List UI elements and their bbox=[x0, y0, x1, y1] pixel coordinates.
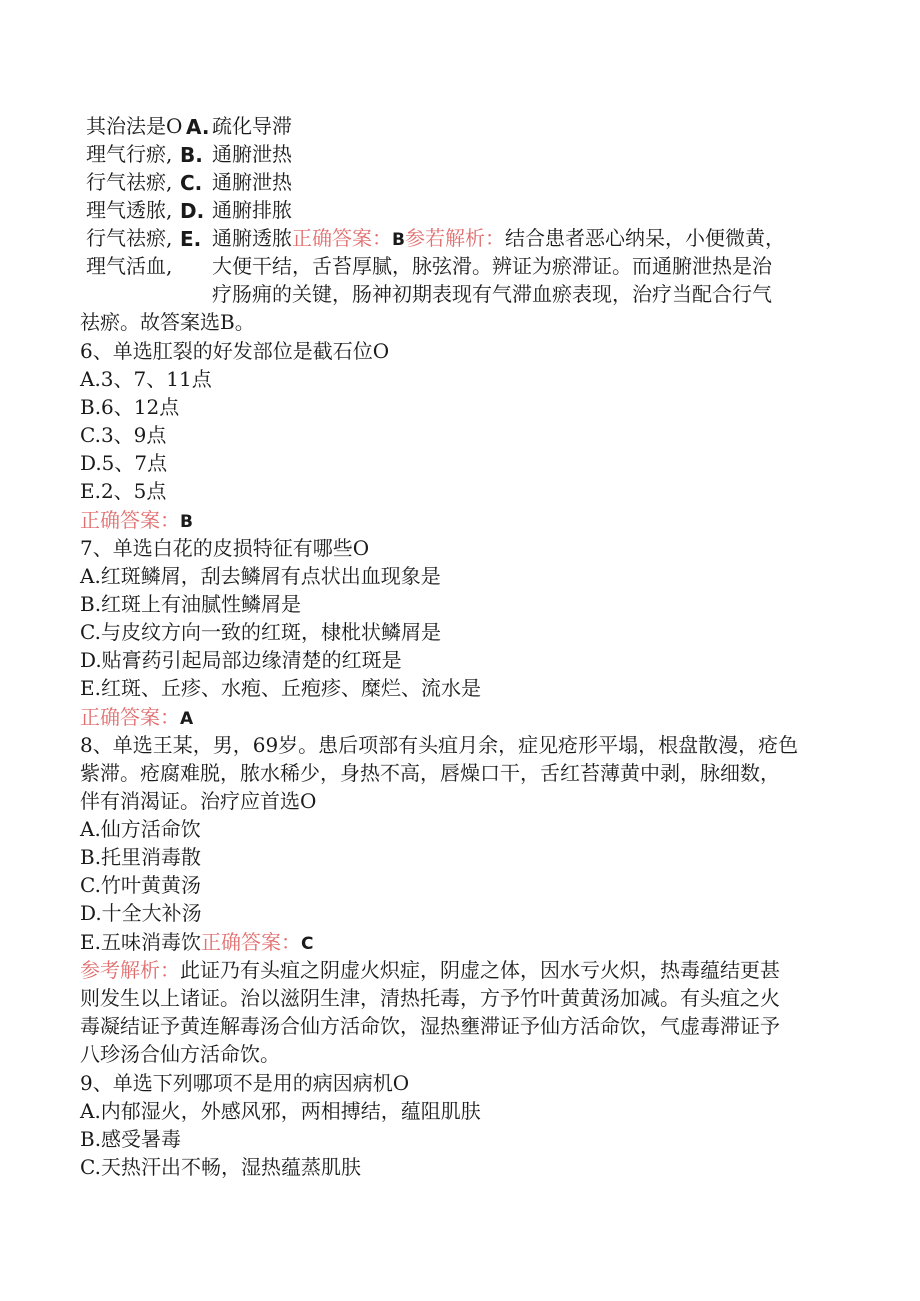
question-stem: 7、单选白花的皮损特征有哪些O bbox=[80, 536, 370, 560]
q5-option-text: 通腑排脓 bbox=[212, 198, 292, 222]
option: E.五味消毒饮 bbox=[80, 930, 201, 954]
analysis-text: 结合患者恶心纳呆，小便微黄， bbox=[504, 226, 785, 250]
question-stem: 8、单选王某，男，69岁。患后项部有头疽月余，症见疮形平塌，根盘散漫，疮色 bbox=[80, 733, 799, 757]
option-letter: E. bbox=[180, 227, 202, 251]
option-letter: B. bbox=[180, 143, 203, 167]
option: E.红斑、丘疹、水疱、丘疱疹、糜烂、流水是 bbox=[80, 676, 481, 700]
question-stem: 伴有消渴证。治疗应首选O bbox=[80, 789, 317, 813]
answer-value: C bbox=[300, 934, 314, 954]
option: A.3、7、11点 bbox=[80, 367, 212, 391]
option: D.十全大补汤 bbox=[80, 901, 202, 925]
option: C.竹叶黄黄汤 bbox=[80, 873, 201, 897]
answer-label: 正确答案： bbox=[80, 508, 180, 532]
analysis-text: 则发生以上诸证。治以滋阴生津，清热托毒，方予竹叶黄黄汤加减。有头疽之火 bbox=[80, 986, 780, 1010]
answer-value: A bbox=[180, 709, 194, 729]
analysis-text: 八珍汤合仙方活命饮。 bbox=[80, 1042, 280, 1066]
option-letter: A. bbox=[186, 115, 210, 139]
option: B.托里消毒散 bbox=[80, 845, 202, 869]
answer-label: 正确答案： bbox=[80, 705, 180, 729]
analysis-text: 大便干结，舌苔厚腻，脉弦滑。辨证为瘀滞证。而通腑泄热是治 bbox=[212, 254, 772, 278]
option: C.3、9点 bbox=[80, 423, 167, 447]
option: A.红斑鳞屑，刮去鳞屑有点状出血现象是 bbox=[80, 564, 441, 588]
q5-left-line: 理气透脓, bbox=[86, 198, 173, 222]
answer-label: 正确答案： bbox=[200, 930, 301, 954]
analysis-text: 此证乃有头疽之阴虚火炽症，阴虚之体，因水亏火炽，热毒蕴结更甚 bbox=[180, 958, 780, 982]
answer-line bbox=[80, 928, 313, 958]
answer-value: B bbox=[392, 230, 405, 250]
analysis-label: 参若解析： bbox=[404, 226, 505, 250]
answer-line bbox=[80, 506, 193, 536]
option: E.2、5点 bbox=[80, 479, 167, 503]
q5-option-text: 疏化导滞 bbox=[212, 114, 292, 138]
option: A.仙方活命饮 bbox=[80, 817, 201, 841]
q5-left-line: 行气祛瘀, bbox=[86, 170, 173, 194]
q5-option-text: 通腑泄热 bbox=[212, 170, 292, 194]
question-stem: 9、单选下列哪项不是用的病因病机O bbox=[80, 1071, 410, 1095]
option-letter: C. bbox=[180, 171, 203, 195]
q5-left-line: 行气祛瘀, bbox=[86, 226, 173, 250]
option: B.6、12点 bbox=[80, 395, 180, 419]
option-letter: D. bbox=[180, 199, 205, 223]
option: D.5、7点 bbox=[80, 451, 168, 475]
q5-option-text: 通腑泄热 bbox=[212, 142, 292, 166]
q5-left-line: 其治法是O bbox=[86, 114, 183, 138]
q5-answer-line bbox=[212, 224, 785, 254]
question-stem: 紫滞。疮腐难脱，脓水稀少，身热不高，唇燥口干，舌红苔薄黄中剥，脉细数， bbox=[80, 761, 780, 785]
answer-label: 正确答案： bbox=[292, 226, 392, 250]
q5-option-text: 通腑透脓 bbox=[212, 226, 292, 250]
option: D.贴膏药引起局部边缘清楚的红斑是 bbox=[80, 648, 402, 672]
analysis-text: 毒凝结证予黄连解毒汤合仙方活命饮，湿热壅滞证予仙方活命饮，气虚毒滞证予 bbox=[80, 1014, 780, 1038]
analysis-text: 祛瘀。故答案选B。 bbox=[80, 310, 255, 334]
option: B.感受暑毒 bbox=[80, 1127, 182, 1151]
analysis-label: 参考解析： bbox=[80, 958, 180, 982]
q5-left-line: 理气行瘀, bbox=[86, 142, 173, 166]
option: B.红斑上有油腻性鳞屑是 bbox=[80, 592, 302, 616]
question-stem: 6、单选肛裂的好发部位是截石位O bbox=[80, 339, 390, 363]
answer-value: B bbox=[180, 512, 193, 532]
option: C.天热汗出不畅，湿热蕴蒸肌肤 bbox=[80, 1155, 361, 1179]
q5-left-line: 理气活血, bbox=[86, 254, 173, 278]
analysis-line bbox=[80, 956, 780, 984]
option: A.内郁湿火，外感风邪，两相搏结，蕴阻肌肤 bbox=[80, 1099, 481, 1123]
option: C.与皮纹方向一致的红斑，棣枇状鳞屑是 bbox=[80, 620, 441, 644]
analysis-text: 疗肠痈的关键，肠神初期表现有气滞血瘀表现，治疗当配合行气 bbox=[212, 282, 772, 306]
answer-line bbox=[80, 703, 193, 733]
